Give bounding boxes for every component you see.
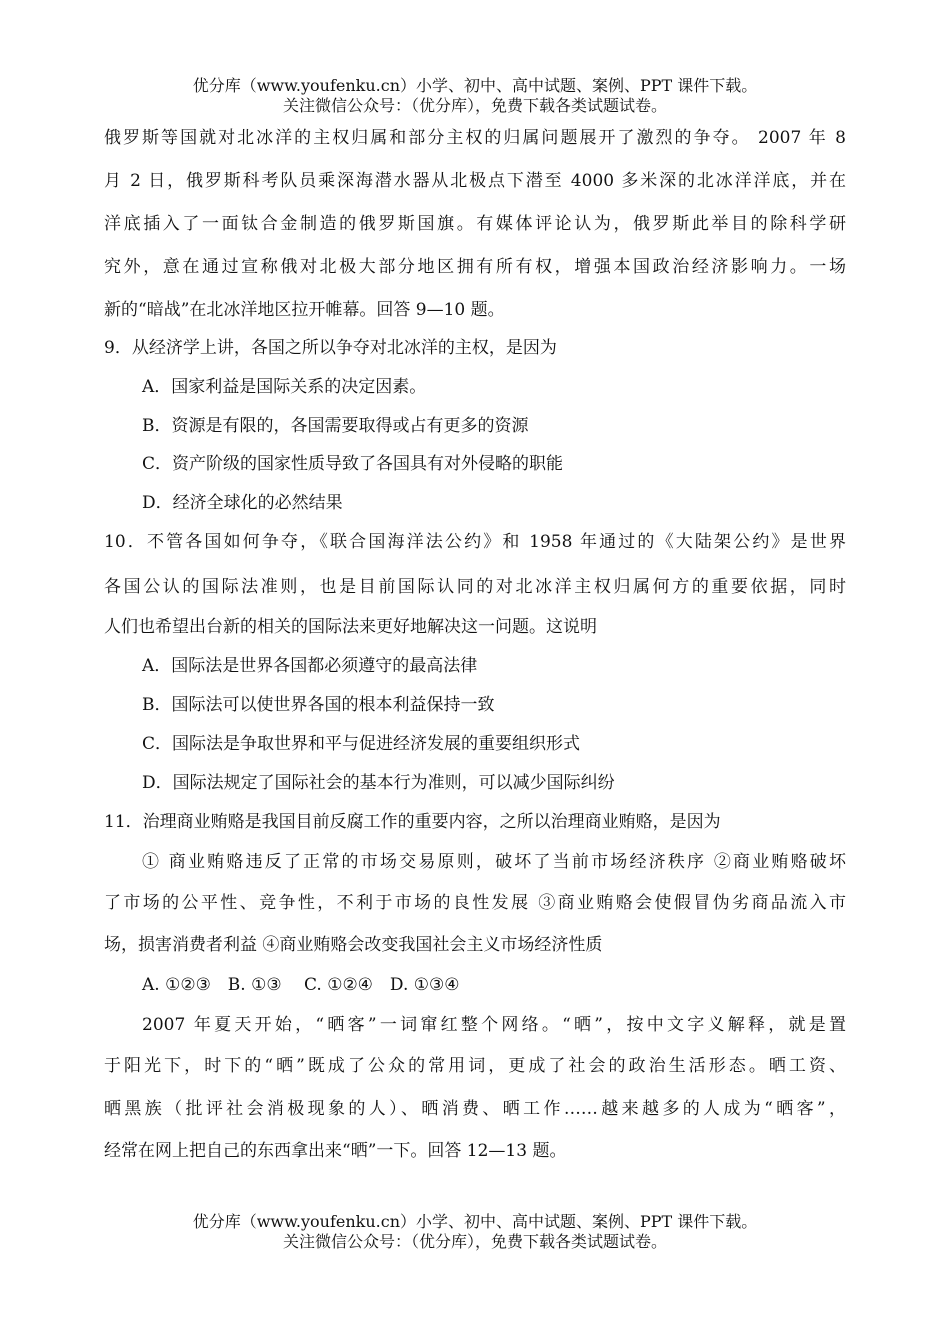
- q10-option-b: B．国际法可以使世界各国的根本利益保持一致: [142, 695, 495, 715]
- footer-line-1: 优分库（www.youfenku.cn）小学、初中、高中试题、案例、PPT 课件下载。: [192, 1212, 758, 1231]
- intro1-line-3: 洋底插入了一面钛合金制造的俄罗斯国旗。有媒体评论认为，俄罗斯此举目的除科学研: [104, 214, 846, 234]
- intro2-line-4: 经常在网上把自己的东西拿出来“晒”一下。回答 12—13 题。: [104, 1141, 567, 1161]
- intro1-line-5: 新的“暗战”在北冰洋地区拉开帷幕。回答 9—10 题。: [104, 300, 505, 320]
- q11-body-line-1: ① 商业贿赂违反了正常的市场交易原则，破坏了当前市场经济秩序 ②商业贿赂破坏: [142, 852, 846, 872]
- q9-option-d: D．经济全球化的必然结果: [142, 493, 343, 513]
- q10-option-d: D．国际法规定了国际社会的基本行为准则，可以减少国际纠纷: [142, 773, 615, 793]
- header-line-1: 优分库（www.youfenku.cn）小学、初中、高中试题、案例、PPT 课件下载。: [192, 76, 758, 95]
- q10-option-a: A．国际法是世界各国都必须遵守的最高法律: [142, 656, 478, 676]
- q11-body-line-2: 了市场的公平性、竞争性，不利于市场的良性发展 ③商业贿赂会使假冒伪劣商品流入市: [104, 893, 846, 913]
- intro1-line-2: 月 2 日，俄罗斯科考队员乘深海潜水器从北极点下潜至 4000 多米深的北冰洋洋底，并在: [104, 171, 846, 191]
- intro1-line-1: 俄罗斯等国就对北冰洋的主权归属和部分主权的归属问题展开了激烈的争夺。 2007 年 8: [104, 128, 846, 148]
- q9-option-c: C．资产阶级的国家性质导致了各国具有对外侵略的职能: [142, 454, 564, 474]
- intro2-line-3: 晒黑族（批评社会消极现象的人）、晒消费、晒工作……越来越多的人成为“晒客”，: [104, 1099, 846, 1119]
- q9-option-a: A．国家利益是国际关系的决定因素。: [142, 377, 427, 397]
- intro2-line-2: 于阳光下，时下的“晒”既成了公众的常用词，更成了社会的政治生活形态。晒工资、: [104, 1056, 846, 1076]
- q10-option-c: C．国际法是争取世界和平与促进经济发展的重要组织形式: [142, 734, 581, 754]
- header-line-2: 关注微信公众号：（优分库），免费下载各类试题试卷。: [282, 96, 667, 115]
- intro2-line-1: 2007 年夏天开始，“晒客”一词窜红整个网络。“晒”，按中文字义解释，就是置: [142, 1015, 846, 1035]
- q10-stem-line-1: 10．不管各国如何争夺，《联合国海洋法公约》和 1958 年通过的《大陆架公约》是世界: [104, 532, 846, 552]
- footer-line-2: 关注微信公众号：（优分库），免费下载各类试题试卷。: [282, 1232, 667, 1251]
- intro1-line-4: 究外，意在通过宣称俄对北极大部分地区拥有所有权，增强本国政治经济影响力。一场: [104, 257, 846, 277]
- q10-stem-line-3: 人们也希望出台新的相关的国际法来更好地解决这一问题。这说明: [104, 617, 597, 637]
- q11-choices: A. ①②③ B. ①③ C. ①②④ D. ①③④: [142, 975, 460, 995]
- page-footer: [0, 1212, 950, 1252]
- q9-stem: 9．从经济学上讲，各国之所以争夺对北冰洋的主权，是因为: [104, 338, 557, 358]
- q9-option-b: B．资源是有限的，各国需要取得或占有更多的资源: [142, 416, 529, 436]
- q11-body-line-3: 场，损害消费者利益 ④商业贿赂会改变我国社会主义市场经济性质: [104, 935, 603, 955]
- q11-stem: 11．治理商业贿赂是我国目前反腐工作的重要内容，之所以治理商业贿赂，是因为: [104, 812, 721, 832]
- q10-stem-line-2: 各国公认的国际法准则，也是目前国际认同的对北冰洋主权归属何方的重要依据，同时: [104, 577, 846, 597]
- page-header: [0, 76, 950, 116]
